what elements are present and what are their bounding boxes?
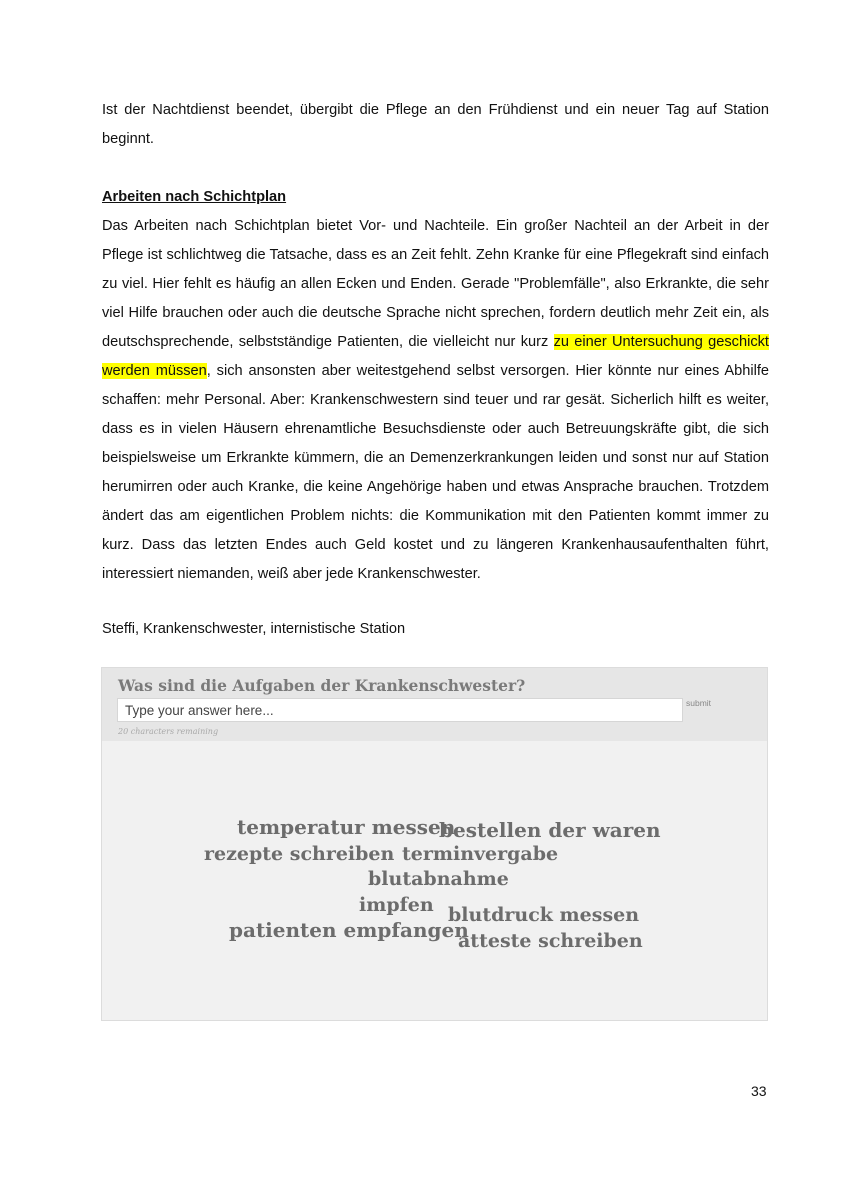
highlighted-text: zu einer Untersuchung geschickt werden müssen xyxy=(102,334,769,379)
cloud-word: temperatur messen xyxy=(237,815,456,839)
page-number: 33 xyxy=(751,1083,767,1099)
paragraph-text: , sich ansonsten aber weitestgehend selbst versorgen. Hier könnte nur eines Abhilfe schaffen: mehr Personal. Aber: Krankenschwestern sind teuer und rar gesät. Sicherlich hilft es weiter, dass es in vielen Häusern ehrenamtliche Besuchsdienste oder auch Betreuungskräfte gibt, die sich beispielsweise um Erkrankte kümmern, die an Demenzerkrankungen leiden und sonst nur auf Station herumirren oder auch Kranke, die keine Angehörige haben und etwas Ansprache brauchen. Trotzdem ändert das am eigentlichen Problem nichts: die Kommunikation mit den Patienten kommt immer zu kurz. Dass das letzten Endes auch Geld kostet und zu längeren Krankenhausaufenthalten führt, interessiert niemanden, weiß aber jede Krankenschwester. xyxy=(102,363,769,582)
word-cloud xyxy=(102,741,767,1020)
cloud-word: blutabnahme xyxy=(368,868,509,890)
answer-input[interactable] xyxy=(117,698,683,722)
question-title: Was sind die Aufgaben der Krankenschwester? xyxy=(118,676,526,695)
characters-remaining: 20 characters remaining xyxy=(118,727,219,736)
quote-signature: Steffi, Krankenschwester, internistische Station xyxy=(102,621,406,637)
cloud-word: patienten empfangen xyxy=(229,918,469,942)
word-cloud-widget xyxy=(101,667,768,1021)
section-heading: Arbeiten nach Schichtplan xyxy=(102,189,287,205)
cloud-word: bestellen der waren xyxy=(439,818,661,842)
submit-button[interactable]: submit xyxy=(686,698,712,708)
cloud-word: terminvergabe xyxy=(402,843,559,865)
paragraph-night-shift: Ist der Nachtdienst beendet, übergibt die Pflege an den Frühdienst und ein neuer Tag auf Station beginnt. xyxy=(102,102,769,147)
cloud-word: rezepte schreiben xyxy=(204,843,395,865)
cloud-word: atteste schreiben xyxy=(458,930,643,952)
paragraph-text: Das Arbeiten nach Schichtplan bietet Vor- und Nachteile. Ein großer Nachteil an der Arbeit in der Pflege ist schlichtweg die Tatsache, dass es an Zeit fehlt. Zehn Kranke für eine Pflegekraft sind einfach zu viel. Hier fehlt es häufig an allen Ecken und Enden. Gerade "Problemfälle", also Erkrankte, die sehr viel Hilfe brauchen oder auch die deutsche Sprache nicht sprechen, fordern deutlich mehr Zeit ein, als deutschsprechende, selbstständige Patienten, die vielleicht nur kurz xyxy=(102,218,769,350)
paragraph-shift-plan xyxy=(102,212,769,589)
question-header xyxy=(102,668,767,741)
cloud-word: impfen xyxy=(359,894,434,916)
cloud-word: blutdruck messen xyxy=(448,904,640,926)
